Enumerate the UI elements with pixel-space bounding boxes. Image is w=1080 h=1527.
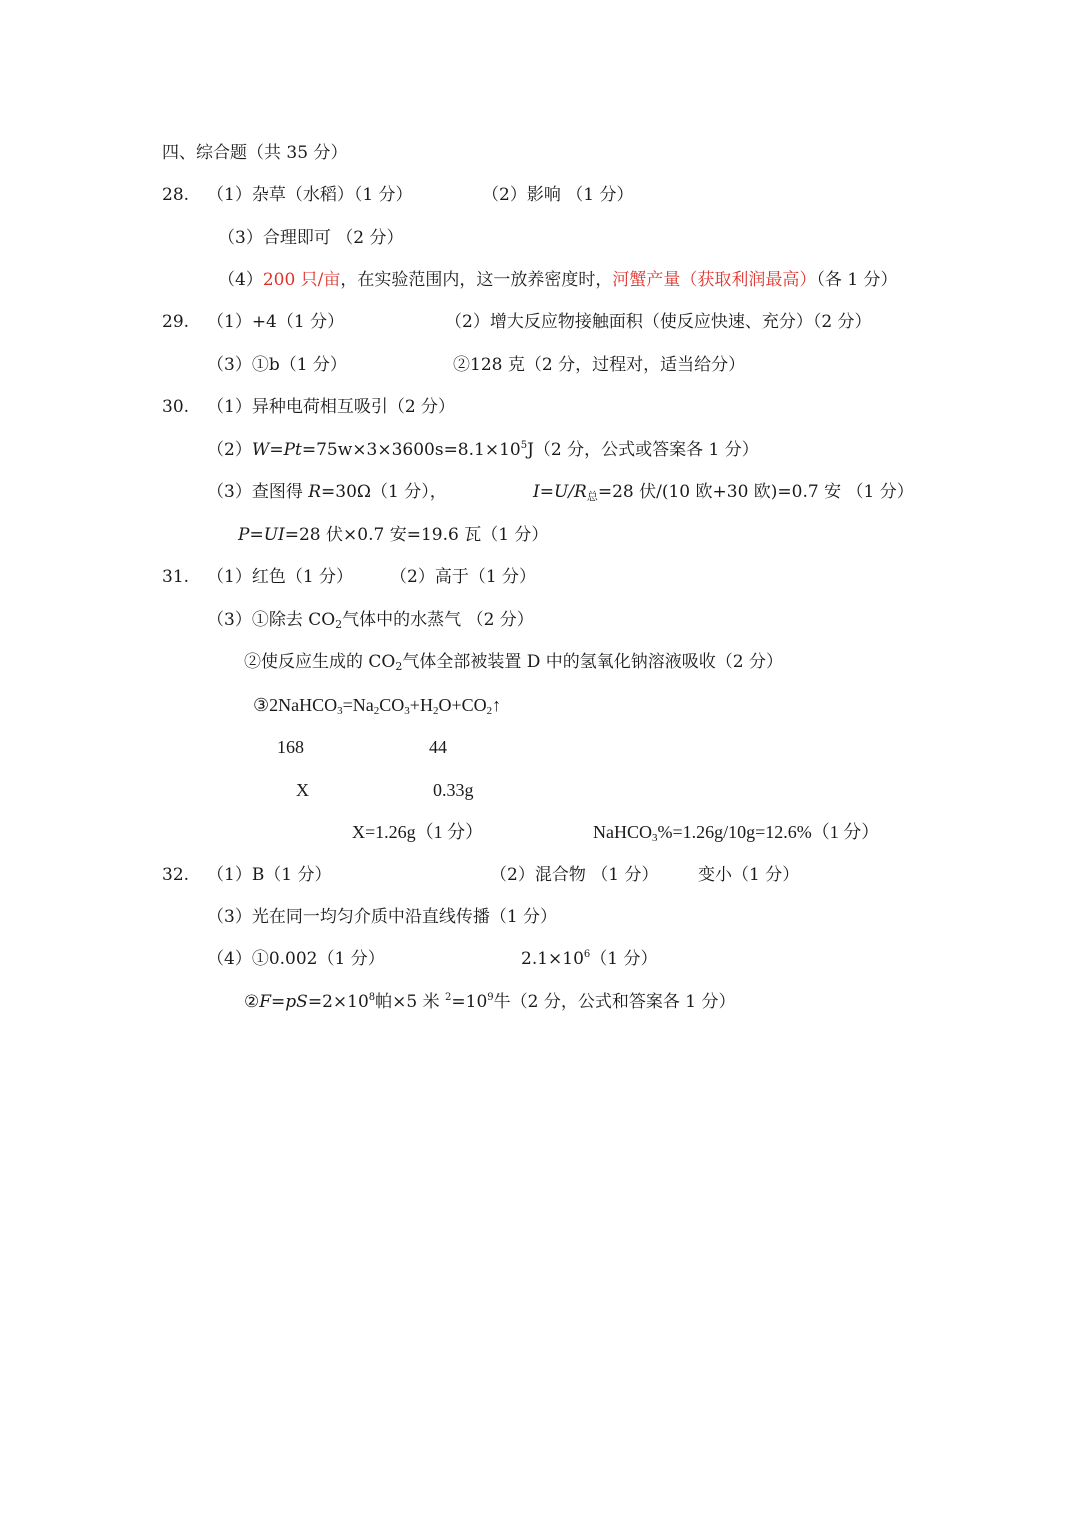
eq-part: CO (379, 695, 405, 715)
result-percentage (593, 821, 879, 843)
var-UI: UI (263, 525, 285, 545)
answer-30-1: （1）异种电荷相互吸引（2 分） (207, 397, 456, 417)
answer-28-2: （2）影响 （1 分） (482, 185, 634, 205)
answer-32-4a: （4）①0.002（1 分） (207, 949, 385, 969)
answer-31-1: （1）红色（1 分） (207, 567, 354, 587)
answer-28-4-yield: 河蟹产量（获取利润最高） (612, 270, 817, 290)
answer-29-2: （2）增大反应物接触面积（使反应快速、充分）（2 分） (445, 312, 872, 332)
co2-mass: 0.33g (433, 780, 474, 800)
answer-30-2 (207, 439, 759, 461)
answer-31-3-2-text: 气体全部被装置 D 中的氢氧化钠溶液吸收（2 分） (402, 652, 784, 672)
answer-32-4b (521, 948, 658, 970)
answer-30-3c-value: =28 伏×0.7 安=19.6 瓦（1 分） (284, 525, 549, 545)
answer-31-3-2-prefix: ②使反应生成的 CO (244, 652, 396, 672)
answer-32-4c-score: 牛（2 分，公式和答案各 1 分） (493, 992, 736, 1012)
calc-part: =10 (451, 992, 488, 1012)
answer-30-3a (207, 481, 447, 503)
answer-31-3-2 (244, 651, 783, 673)
var-F: F (259, 992, 272, 1012)
answer-28-4-middle: ，在实验范围内，这一放养密度时， (340, 270, 613, 290)
equals-sign: = (269, 440, 284, 460)
answer-28-1: （1）杂草（水稻）（1 分） (207, 185, 413, 205)
eq-sub: 2 (432, 705, 439, 717)
answer-31-2: （2）高于（1 分） (390, 567, 537, 587)
question-number-28: 28. (162, 185, 190, 205)
answer-31-3-1-prefix: （3）①除去 CO (207, 610, 336, 630)
equals-sign: = (271, 992, 286, 1012)
answer-32-2: （2）混合物 （1 分） (490, 865, 659, 885)
calc-part: 帕×5 米 (375, 992, 446, 1012)
exponent: 5 (520, 440, 528, 451)
answer-30-3a-value: =30Ω（1 分）， (321, 482, 447, 502)
answer-29-3a: （3）①b（1 分） (207, 355, 347, 375)
question-number-32: 32. (162, 865, 190, 885)
var-Pt: Pt (283, 440, 302, 460)
var-P: P (238, 525, 250, 545)
answer-28-4 (218, 269, 898, 291)
answer-29-1: （1）+4（1 分） (207, 312, 345, 332)
answer-31-3-1-text: 气体中的水蒸气 （2 分） (342, 610, 534, 630)
molar-mass-co2: 44 (429, 737, 447, 757)
question-number-31: 31. (162, 567, 190, 587)
subscript: 3 (652, 832, 658, 844)
answer-32-2b: 变小（1 分） (698, 865, 800, 885)
circled-2: ② (244, 992, 260, 1012)
answer-30-2-prefix: （2） (207, 440, 252, 460)
eq-arrow: ↑ (492, 695, 502, 715)
var-U-over-R: U/R (553, 482, 587, 502)
chemical-equation (253, 694, 501, 716)
var-W: W (251, 440, 270, 460)
calc-part: =2×10 (307, 992, 369, 1012)
answer-32-3: （3）光在同一均匀介质中沿直线传播（1 分） (207, 907, 558, 927)
answer-32-4c (244, 991, 736, 1013)
exponent: 6 (583, 949, 591, 960)
exponent: 8 (368, 992, 376, 1003)
answer-28-4-prefix: （4） (218, 270, 263, 290)
answer-31-3-1 (207, 609, 534, 631)
var-I: I (533, 482, 540, 502)
answer-30-3b (533, 481, 914, 503)
answer-32-4b-score: （1 分） (590, 949, 658, 969)
result-x: X=1.26g（1 分） (352, 822, 484, 842)
subscript: 2 (335, 618, 343, 631)
eq-part: =Na (342, 695, 374, 715)
result-percentage-value: %=1.26g/10g=12.6%（1 分） (657, 822, 880, 842)
answer-30-3a-prefix: （3）查图得 (207, 482, 309, 502)
eq-sub: 3 (337, 705, 343, 717)
answer-28-3: （3）合理即可 （2 分） (218, 228, 404, 248)
var-R: R (308, 482, 322, 502)
eq-sub: 2 (373, 705, 380, 717)
answer-30-2-calc: =75w×3×3600s=8.1×10 (301, 440, 521, 460)
answer-32-4b-base: 2.1×10 (521, 949, 584, 969)
var-pS: pS (285, 992, 308, 1012)
section-title: 四、综合题（共 35 分） (162, 143, 348, 163)
answer-28-4-density: 200 只/亩 (262, 270, 341, 290)
subscript-total: 总 (586, 490, 598, 503)
eq-sub: 3 (404, 705, 410, 717)
eq-part: O+CO (438, 695, 487, 715)
eq-part: +H (409, 695, 433, 715)
answer-30-2-score: J（2 分，公式或答案各 1 分） (527, 440, 759, 460)
question-number-29: 29. (162, 312, 190, 332)
eq-part: ③2NaHCO (253, 695, 338, 715)
eq-sub: 2 (486, 705, 493, 717)
answer-32-1: （1）B（1 分） (207, 865, 332, 885)
answer-28-4-score: （各 1 分） (816, 270, 898, 290)
answer-30-3b-value: =28 伏/(10 欧+30 欧)=0.7 安 （1 分） (597, 482, 914, 502)
molar-mass-nahco3: 168 (277, 737, 304, 757)
subscript: 2 (395, 660, 403, 673)
exponent: 2 (445, 992, 452, 1003)
equals-sign: = (539, 482, 554, 502)
equals-sign: = (249, 525, 264, 545)
result-percentage-prefix: NaHCO (593, 822, 652, 842)
question-number-30: 30. (162, 397, 190, 417)
exponent: 9 (487, 992, 494, 1003)
answer-30-3c (238, 524, 548, 546)
answer-29-3b: ②128 克（2 分，过程对，适当给分） (453, 355, 746, 375)
unknown-x: X (296, 780, 309, 800)
